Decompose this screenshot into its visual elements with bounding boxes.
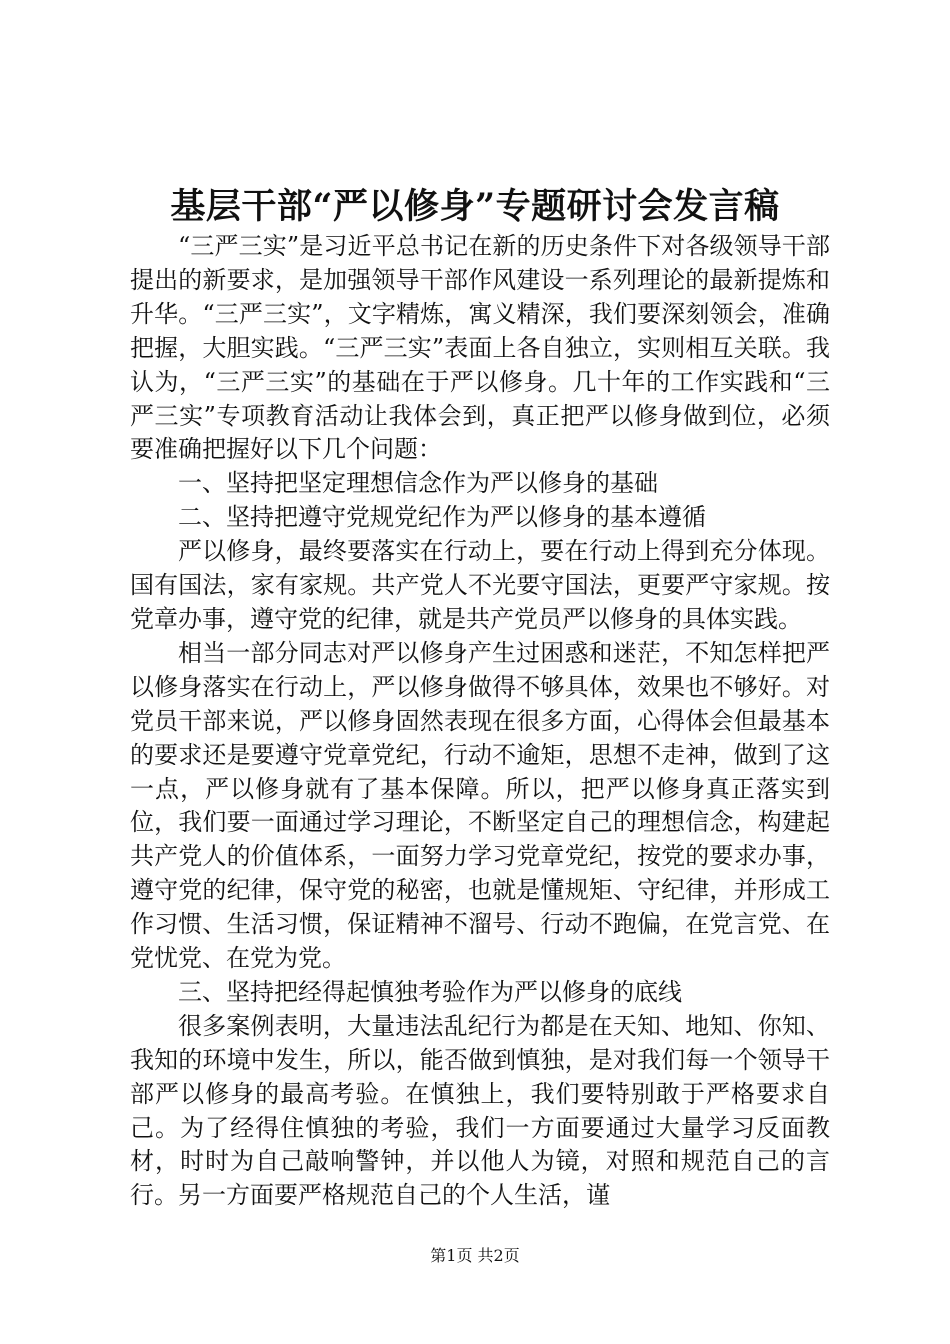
document-body bbox=[130, 230, 830, 1213]
paragraph-intro: “三严三实”是习近平总书记在新的历史条件下对各级领导干部提出的新要求，是加强领导干部作风建设一系列理论的最新提炼和升华。“三严三实”，文字精炼，寓义精深，我们要深刻领会，准确把握，大胆实践。“三严三实”表面上各自独立，实则相互关联。我认为，“三严三实”的基础在于严以修身。几十年的工作实践和“三严三实”专项教育活动让我体会到，真正把严以修身做到位，必须要准确把握好以下几个问题： bbox=[130, 232, 830, 464]
paragraph-section-2-a: 严以修身，最终要落实在行动上，要在行动上得到充分体现。国有国法，家有家规。共产党人不光要守国法，更要严守家规。按党章办事，遵守党的纪律，就是共产党员严以修身的具体实践。 bbox=[130, 537, 830, 633]
section-heading-3: 三、坚持把经得起慎独考验作为严以修身的底线 bbox=[178, 977, 682, 1006]
paragraph-section-3: 很多案例表明，大量违法乱纪行为都是在天知、地知、你知、我知的环境中发生，所以，能否做到慎独，是对我们每一个领导干部严以修身的最高考验。在慎独上，我们要特别敢于严格要求自己。为了经得住慎独的考验，我们一方面要通过大量学习反面教材，时时为自己敲响警钟，并以他人为镜，对照和规范自己的言行。另一方面要严格规范自己的个人生活，谨 bbox=[130, 1011, 830, 1210]
section-heading-2: 二、坚持把遵守党规党纪作为严以修身的基本遵循 bbox=[178, 503, 706, 532]
paragraph-section-2-b: 相当一部分同志对严以修身产生过困惑和迷茫，不知怎样把严以修身落实在行动上，严以修身做得不够具体，效果也不够好。对党员干部来说，严以修身固然表现在很多方面，心得体会但最基本的要求还是要遵守党章党纪，行动不逾矩，思想不走神，做到了这一点，严以修身就有了基本保障。所以，把严以修身真正落实到位，我们要一面通过学习理论，不断坚定自己的理想信念，构建起共产党人的价值体系，一面努力学习党章党纪，按党的要求办事，遵守党的纪律，保守党的秘密，也就是懂规矩、守纪律，并形成工作习惯、生活习惯，保证精神不溜号、行动不跑偏，在党言党、在党忧党、在党为党。 bbox=[130, 638, 830, 973]
section-heading-1: 一、坚持把坚定理想信念作为严以修身的基础 bbox=[178, 469, 658, 498]
document-title: 基层干部“严以修身”专题研讨会发言稿 bbox=[170, 186, 780, 227]
page-number-footer: 第1页 共2页 bbox=[430, 1246, 520, 1265]
